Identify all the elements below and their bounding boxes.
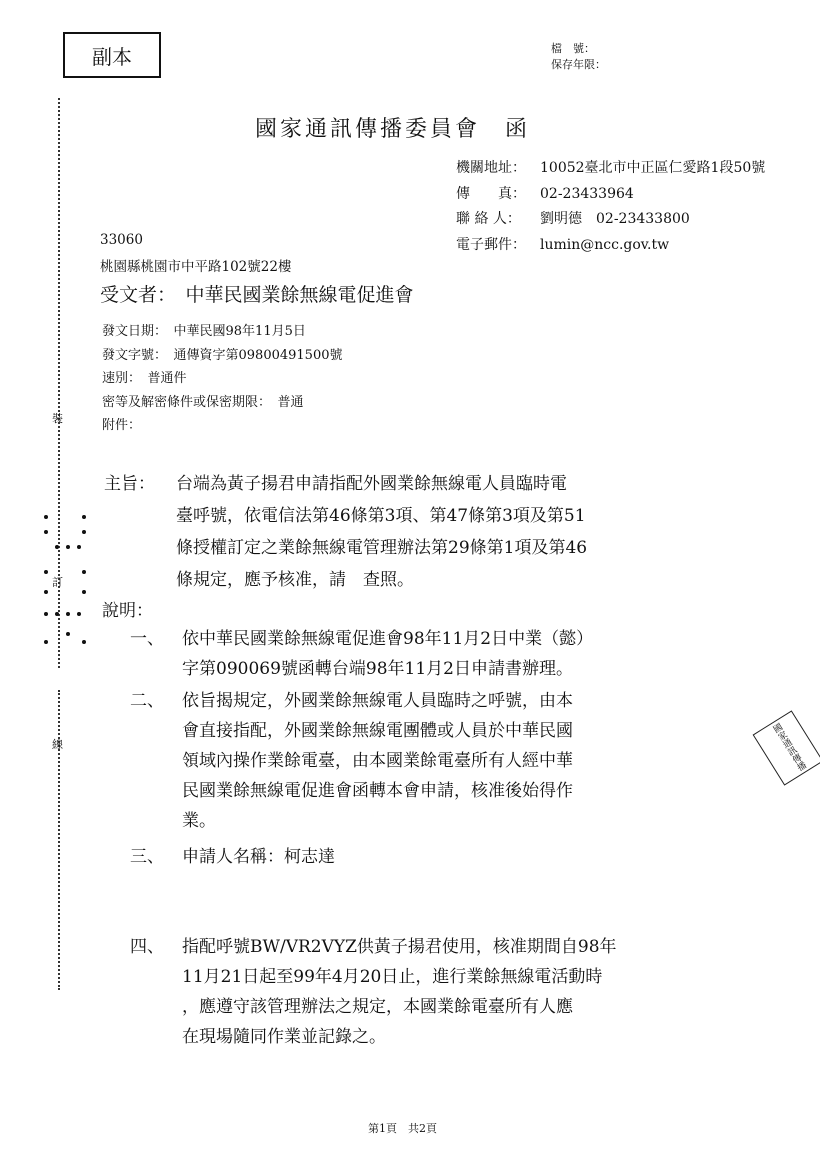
- item-line: 業。: [182, 811, 216, 831]
- item-number: 三、: [130, 847, 164, 867]
- recipient: 受文者： 中華民國業餘無線電促進會: [100, 284, 414, 306]
- copy-stamp: 副本: [63, 32, 161, 78]
- description-item-1: [130, 624, 730, 686]
- item-line: 在現場隨同作業並記錄之。: [182, 1027, 386, 1047]
- item-line: 會直接指配，外國業餘無線電團體或人員於中華民國: [182, 721, 573, 741]
- item-line: 民國業餘無線電促進會函轉本會申請，核准後始得作: [182, 781, 573, 801]
- document-title: 國家通訊傳播委員會 函: [255, 117, 531, 142]
- subject-section: [104, 468, 724, 598]
- agency-contact: 劉明德 02-23433800: [540, 211, 690, 227]
- binding-mark-xian: 線: [52, 738, 63, 751]
- page-number: 第1頁 共2頁: [368, 1122, 437, 1135]
- item-line: 11月21日起至99年4月20日止，進行業餘無線電活動時: [182, 967, 603, 987]
- address-label: 機關地址：: [456, 160, 526, 176]
- item-line: 指配呼號BW/VR2VYZ供黃子揚君使用，核准期間自98年: [182, 937, 617, 957]
- fax-label: 傳 真：: [456, 185, 526, 202]
- email-label: 電子郵件：: [456, 236, 526, 253]
- document-number: 發文字號： 通傳資字第09800491500號: [102, 347, 343, 363]
- delivery-speed: 速別： 普通件: [102, 371, 187, 386]
- item-number: 二、: [130, 691, 164, 711]
- agency-fax: 02-23433964: [540, 185, 634, 202]
- subject-body: [176, 468, 587, 596]
- description-item-3: [130, 842, 730, 874]
- binding-line-lower: [58, 690, 60, 990]
- item-line: 依旨揭規定，外國業餘無線電人員臨時之呼號，由本: [182, 691, 573, 711]
- item-line: 字第090069號函轉台端98年11月2日申請書辦理。: [182, 659, 573, 679]
- binding-mark-zhuang: 裝: [52, 412, 63, 425]
- item-line: 領域內操作業餘電臺，由本國業餘電臺所有人經中華: [182, 751, 573, 771]
- official-stamp: 國家通訊傳播: [753, 710, 820, 785]
- subject-line: 條規定，應予核准，請 查照。: [176, 570, 414, 590]
- item-number: 一、: [130, 629, 164, 649]
- attachments: 附件：: [102, 418, 142, 433]
- item-line: 依中華民國業餘無線電促進會98年11月2日中業（懿）: [182, 629, 594, 649]
- postal-code: 33060: [100, 232, 143, 248]
- subject-line: 台端為黃子揚君申請指配外國業餘無線電人員臨時電: [176, 474, 567, 494]
- description-item-4: [130, 932, 730, 1054]
- description-label: 說明：: [102, 601, 153, 621]
- item-number: 四、: [130, 937, 164, 957]
- item-line: 申請人名稱：柯志達: [182, 847, 335, 867]
- retention-label: 保存年限：: [551, 58, 606, 71]
- subject-label: 主旨：: [104, 474, 155, 494]
- document-meta: [102, 320, 342, 438]
- subject-line: 臺呼號，依電信法第46條第3項、第47條第3項及第51: [176, 506, 586, 526]
- agency-email: lumin@ncc.gov.tw: [540, 236, 670, 253]
- agency-info: [456, 156, 765, 258]
- secrecy-level: 密等及解密條件或保密期限： 普通: [102, 394, 304, 410]
- mailing-address: 桃園縣桃園市中平路102號22樓: [100, 259, 292, 275]
- subject-line: 條授權訂定之業餘無線電管理辦法第29條第1項及第46: [176, 538, 588, 558]
- issue-date: 發文日期： 中華民國98年11月5日: [102, 324, 306, 339]
- binding-mark-ding: 訂: [52, 576, 63, 589]
- item-line: ，應遵守該管理辦法之規定，本國業餘電臺所有人應: [182, 997, 573, 1017]
- agency-address: 10052臺北市中正區仁愛路1段50號: [540, 160, 766, 176]
- contact-label: 聯 絡 人：: [456, 211, 521, 227]
- description-item-2: [130, 686, 730, 838]
- file-number-label: 檔 號：: [551, 42, 595, 55]
